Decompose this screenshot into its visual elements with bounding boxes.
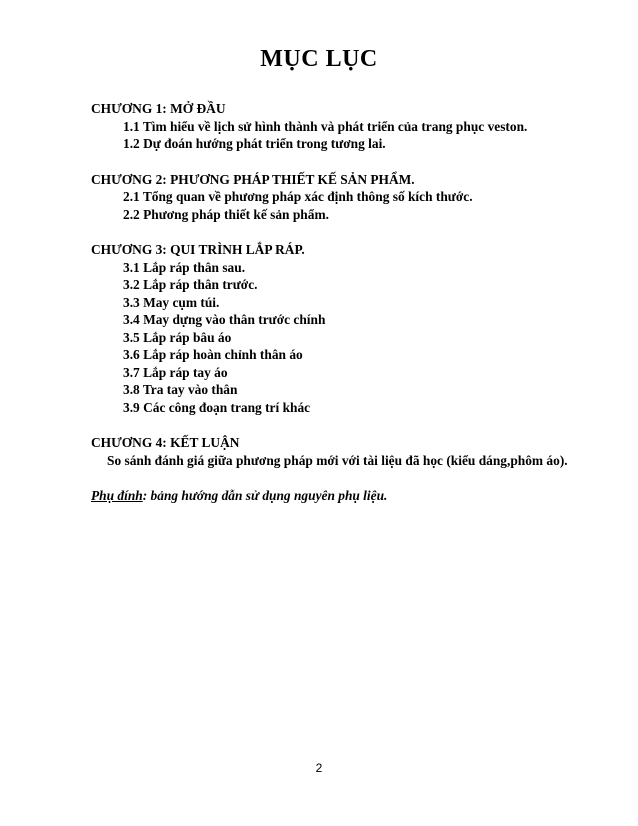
chapter-heading: CHƯƠNG 1: MỞ ĐẦU [91, 101, 226, 116]
spacer [91, 223, 611, 241]
appendix-note [91, 487, 611, 505]
spacer [91, 416, 611, 434]
page-number: 2 [315, 761, 323, 775]
chapter-1 [91, 100, 611, 153]
chapter-heading: CHƯƠNG 3: QUI TRÌNH LẮP RÁP. [91, 242, 305, 257]
toc-item: 3.9 Các công đoạn trang trí khác [123, 399, 311, 415]
toc-item: 3.2 Lắp ráp thân trước. [123, 277, 258, 292]
toc-item: 1.2 Dự đoán hướng phát triển trong tương lai. [123, 136, 386, 151]
toc-item: 3.4 May dựng vào thân trước chính [123, 312, 326, 327]
appendix-label: Phụ đính [91, 488, 143, 503]
appendix-separator: : [142, 488, 148, 503]
toc-item: 2.2 Phương pháp thiết kế sản phẩm. [123, 206, 329, 222]
toc-item: 3.5 Lắp ráp bâu áo [123, 329, 232, 345]
chapter-2 [91, 171, 611, 224]
toc-item: 3.7 Lắp ráp tay áo [123, 364, 228, 380]
toc-item: 2.1 Tổng quan về phương pháp xác định thông số kích thước. [123, 189, 473, 204]
spacer [91, 469, 611, 487]
toc-item: 1.1 Tìm hiểu về lịch sử hình thành và phát triển của trang phục veston. [123, 118, 528, 134]
chapter-4 [91, 434, 611, 469]
chapter-summary: So sánh đánh giá giữa phương pháp mới với tài liệu đã học (kiểu dáng,phôm áo). [107, 452, 568, 468]
toc-item: 3.1 Lắp ráp thân sau. [123, 259, 246, 275]
chapter-heading: CHƯƠNG 2: PHƯƠNG PHÁP THIẾT KẾ SẢN PHẨM. [91, 171, 415, 187]
page-title: MỤC LỤC [260, 46, 378, 72]
toc-item: 3.8 Tra tay vào thân [123, 382, 238, 397]
toc-item: 3.6 Lắp ráp hoàn chỉnh thân áo [123, 347, 303, 362]
table-of-contents [91, 100, 611, 505]
chapter-3 [91, 241, 611, 416]
spacer [91, 153, 611, 171]
chapter-heading: CHƯƠNG 4: KẾT LUẬN [91, 435, 240, 450]
toc-item: 3.3 May cụm túi. [123, 294, 220, 310]
appendix-text: bảng hướng dẫn sử dụng nguyên phụ liệu. [147, 488, 388, 503]
